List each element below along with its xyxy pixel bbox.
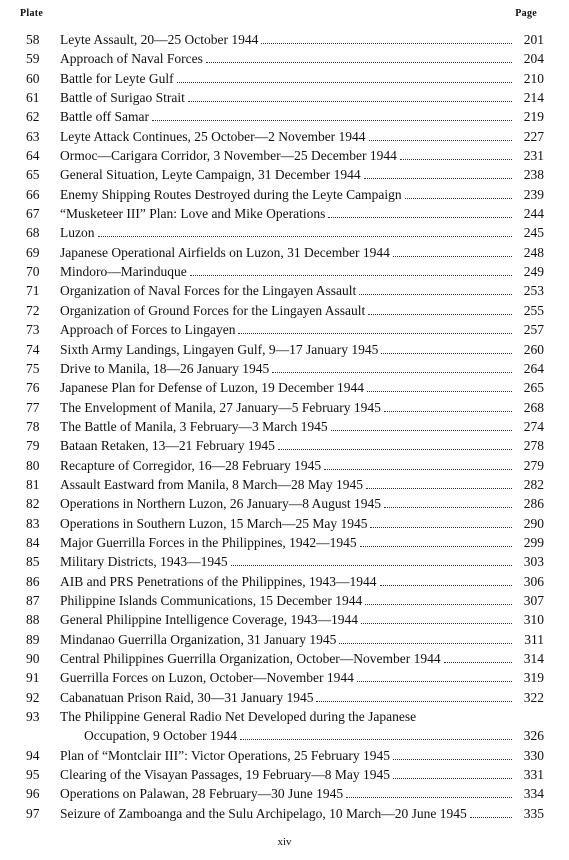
- toc-entry: [26, 49, 544, 68]
- entry-title: Philippine Islands Communications, 15 December 1944: [60, 592, 363, 608]
- dot-leader: [393, 256, 512, 257]
- dot-leader: [384, 507, 512, 508]
- dot-leader: [240, 739, 512, 740]
- dot-leader: [393, 759, 512, 760]
- page-number: 268: [523, 399, 544, 415]
- page-number: 257: [523, 322, 544, 338]
- toc-entry: [26, 107, 544, 126]
- plate-number: 77: [26, 399, 40, 415]
- entry-title: Operations in Northern Luzon, 26 January—8 August 1945: [60, 496, 381, 512]
- page-number-footer: xiv: [277, 836, 292, 848]
- toc-entry: [26, 649, 544, 668]
- dot-leader: [369, 140, 512, 141]
- dot-leader: [470, 817, 512, 818]
- toc-entry: [26, 359, 544, 378]
- page-number: 319: [523, 670, 544, 686]
- page-number: 265: [523, 380, 544, 396]
- page-number: 214: [523, 90, 544, 106]
- entry-title: “Musketeer III” Plan: Love and Mike Operations: [60, 206, 326, 222]
- toc-entry: [26, 591, 544, 610]
- toc-entry: [26, 204, 544, 223]
- plate-number: 86: [26, 573, 40, 589]
- page-number: 299: [523, 534, 544, 550]
- page-number: 204: [523, 51, 544, 67]
- page-number: 248: [523, 244, 544, 260]
- entry-title: Drive to Manila, 18—26 January 1945: [60, 360, 270, 376]
- entry-title: Battle for Leyte Gulf: [60, 70, 174, 86]
- dot-leader: [98, 236, 513, 237]
- entry-title: Sixth Army Landings, Lingayen Gulf, 9—17 January 1945: [60, 341, 379, 357]
- dot-leader: [360, 546, 512, 547]
- toc-entry: [26, 784, 544, 803]
- page-number: 219: [523, 109, 544, 125]
- plate-number: 70: [26, 264, 40, 280]
- toc-entry: [26, 552, 544, 571]
- entry-title: The Philippine General Radio Net Developed during the Japanese: [60, 709, 417, 725]
- toc-entry: [26, 320, 544, 339]
- entry-title: Mindanao Guerrilla Organization, 31 January 1945: [60, 631, 337, 647]
- entry-title: Mindoro—Marinduque: [60, 264, 187, 280]
- entry-title: Ormoc—Carigara Corridor, 3 November—25 December 1944: [60, 148, 397, 164]
- plate-number: 80: [26, 457, 40, 473]
- entry-title: Organization of Ground Forces for the Lingayen Assault: [60, 302, 366, 318]
- plate-number: 68: [26, 225, 40, 241]
- dot-leader: [190, 275, 512, 276]
- page-number: 335: [523, 805, 544, 821]
- entry-title: Enemy Shipping Routes Destroyed during the Leyte Campaign: [60, 186, 402, 202]
- toc-entry: [26, 398, 544, 417]
- dot-leader: [357, 681, 512, 682]
- page-number: 282: [523, 476, 544, 492]
- page-number: 326: [523, 728, 544, 744]
- toc-entry: [26, 765, 544, 784]
- plate-number: 60: [26, 70, 40, 86]
- dot-leader: [316, 701, 512, 702]
- plate-number: 96: [26, 786, 40, 802]
- page-number: 290: [523, 515, 544, 531]
- toc-entry: [26, 88, 544, 107]
- dot-leader: [405, 198, 512, 199]
- page-number: 255: [523, 302, 544, 318]
- entry-title: Recapture of Corregidor, 16—28 February 1945: [60, 457, 322, 473]
- page-number: 274: [523, 418, 544, 434]
- page-number: 331: [523, 767, 544, 783]
- page-number: 330: [523, 747, 544, 763]
- plate-number: 85: [26, 554, 40, 570]
- entry-title: Japanese Operational Airfields on Luzon, 31 December 1944: [60, 244, 390, 260]
- entry-title: Guerrilla Forces on Luzon, October—November 1944: [60, 670, 354, 686]
- page-number: 227: [523, 128, 544, 144]
- entry-title: Approach of Forces to Lingayen: [60, 322, 236, 338]
- page-number: 260: [523, 341, 544, 357]
- page-number: 201: [523, 32, 544, 47]
- toc-entry: [26, 746, 544, 765]
- dot-leader: [152, 120, 512, 121]
- toc-entry: [26, 610, 544, 629]
- dot-leader: [368, 314, 512, 315]
- page-number: 314: [523, 651, 544, 666]
- toc-entry: [26, 572, 544, 591]
- page-number: 306: [523, 573, 544, 589]
- entry-title: Operations in Southern Luzon, 15 March—25 May 1945: [60, 515, 368, 531]
- dot-leader: [400, 159, 512, 160]
- dot-leader: [328, 217, 512, 218]
- page-number: 279: [523, 457, 544, 473]
- entry-title: Operations on Palawan, 28 February—30 June 1945: [60, 786, 344, 802]
- plate-number: 95: [26, 767, 40, 783]
- page-number: 239: [523, 186, 544, 202]
- page-column-header: Page: [515, 8, 537, 19]
- dot-leader: [365, 604, 512, 605]
- page-number: 322: [523, 689, 544, 705]
- toc-entry: [26, 127, 544, 146]
- plate-number: 75: [26, 360, 40, 376]
- plate-number: 79: [26, 438, 40, 454]
- plate-number: 82: [26, 496, 40, 512]
- plate-number: 93: [26, 709, 40, 725]
- toc-entry: [26, 378, 544, 397]
- page-number: 249: [523, 264, 544, 280]
- toc-entry: [26, 281, 544, 300]
- dot-leader: [359, 294, 512, 295]
- dot-leader: [393, 778, 512, 779]
- plate-number: 88: [26, 612, 40, 628]
- page-number: 311: [524, 631, 544, 647]
- toc-entry: [26, 688, 544, 707]
- toc-entry: [26, 494, 544, 513]
- toc-entry: [26, 223, 544, 242]
- page-number: 310: [523, 612, 544, 628]
- entry-title: Organization of Naval Forces for the Lingayen Assault: [60, 283, 357, 299]
- toc-entry: [26, 301, 544, 320]
- entry-title: General Situation, Leyte Campaign, 31 December 1944: [60, 167, 361, 183]
- dot-leader: [238, 333, 512, 334]
- plate-number: 71: [26, 283, 40, 299]
- entry-title: Assault Eastward from Manila, 8 March—28 May 1945: [60, 476, 363, 492]
- page-number: 303: [523, 554, 544, 570]
- entry-title: Luzon: [60, 225, 95, 241]
- toc-entry: [26, 804, 544, 823]
- plate-number: 72: [26, 302, 40, 318]
- plate-number: 78: [26, 418, 40, 434]
- entry-title: Seizure of Zamboanga and the Sulu Archipelago, 10 March—20 June 1945: [60, 805, 467, 821]
- plate-number: 76: [26, 380, 40, 396]
- toc-entry: [26, 69, 544, 88]
- plate-number: 87: [26, 592, 40, 608]
- dot-leader: [444, 662, 512, 663]
- entry-title: Plan of “Montclair III”: Victor Operations, 25 February 1945: [60, 747, 390, 763]
- toc-entry: [26, 262, 544, 281]
- entry-title: Major Guerrilla Forces in the Philippines, 1942—1945: [60, 534, 357, 550]
- plate-number: 89: [26, 631, 40, 647]
- page-number: 307: [523, 592, 544, 608]
- toc-entry: [26, 707, 544, 746]
- plate-number: 65: [26, 167, 40, 183]
- toc-entry: [26, 630, 544, 649]
- toc-entry: [26, 185, 544, 204]
- dot-leader: [380, 585, 513, 586]
- entry-title: Military Districts, 1943—1945: [60, 554, 228, 570]
- plate-number: 73: [26, 322, 40, 338]
- toc-entry: [26, 146, 544, 165]
- plate-number: 64: [26, 148, 40, 164]
- plate-number: 63: [26, 128, 40, 144]
- plate-number: 61: [26, 90, 40, 106]
- dot-leader: [384, 411, 512, 412]
- toc-entry: [26, 475, 544, 494]
- plate-number: 81: [26, 476, 40, 492]
- plate-number: 69: [26, 244, 40, 260]
- page-number: 245: [523, 225, 544, 241]
- toc-entry: [26, 514, 544, 533]
- dot-leader: [324, 469, 512, 470]
- plate-number: 67: [26, 206, 40, 222]
- plate-number: 58: [26, 32, 40, 47]
- dot-leader: [361, 623, 512, 624]
- entry-title: Leyte Attack Continues, 25 October—2 November 1944: [60, 128, 366, 144]
- toc-entry: [26, 340, 544, 359]
- entry-title: The Battle of Manila, 3 February—3 March 1945: [60, 418, 328, 434]
- dot-leader: [346, 797, 512, 798]
- plate-number: 97: [26, 805, 40, 821]
- page-number: 210: [523, 70, 544, 86]
- plate-number: 90: [26, 651, 40, 666]
- page-number: 244: [523, 206, 544, 222]
- plate-number: 92: [26, 689, 40, 705]
- dot-leader: [231, 565, 512, 566]
- plate-number: 74: [26, 341, 40, 357]
- entry-title: AIB and PRS Penetrations of the Philippines, 1943—1944: [60, 573, 377, 589]
- page-number: 334: [523, 786, 544, 802]
- page-number: 231: [523, 148, 544, 164]
- toc-entry: [26, 668, 544, 687]
- plate-number: 91: [26, 670, 40, 686]
- toc-entry: [26, 30, 544, 49]
- dot-leader: [381, 353, 512, 354]
- table-of-contents: [26, 30, 544, 823]
- toc-entry: [26, 456, 544, 475]
- toc-entry: [26, 165, 544, 184]
- page-number: 286: [523, 496, 544, 512]
- entry-title: The Envelopment of Manila, 27 January—5 February 1945: [60, 399, 381, 415]
- dot-leader: [366, 488, 512, 489]
- dot-leader: [206, 62, 512, 63]
- page-number: 264: [523, 360, 544, 376]
- entry-title: Japanese Plan for Defense of Luzon, 19 December 1944: [60, 380, 365, 396]
- dot-leader: [261, 43, 512, 44]
- entry-title: Battle of Surigao Strait: [60, 90, 185, 106]
- dot-leader: [188, 101, 512, 102]
- page-number: 278: [523, 438, 544, 454]
- plate-column-header: Plate: [20, 8, 44, 19]
- dot-leader: [339, 643, 512, 644]
- entry-title: Bataan Retaken, 13—21 February 1945: [60, 438, 275, 454]
- dot-leader: [370, 527, 512, 528]
- dot-leader: [367, 391, 512, 392]
- dot-leader: [177, 82, 512, 83]
- entry-title: Approach of Naval Forces: [60, 51, 203, 67]
- entry-title: Central Philippines Guerrilla Organization, October—November 1944: [60, 651, 441, 666]
- toc-entry: [26, 533, 544, 552]
- page-number: 238: [523, 167, 544, 183]
- entry-title: Cabanatuan Prison Raid, 30—31 January 1945: [60, 689, 314, 705]
- plate-number: 59: [26, 51, 40, 67]
- dot-leader: [278, 449, 512, 450]
- plate-number: 94: [26, 747, 40, 763]
- dot-leader: [364, 178, 512, 179]
- toc-entry: [26, 436, 544, 455]
- dot-leader: [272, 372, 512, 373]
- entry-title: Battle off Samar: [60, 109, 149, 125]
- entry-title: General Philippine Intelligence Coverage, 1943—1944: [60, 612, 359, 628]
- plate-number: 84: [26, 534, 40, 550]
- plate-number: 83: [26, 515, 40, 531]
- dot-leader: [331, 430, 512, 431]
- toc-entry: [26, 243, 544, 262]
- page-number: 253: [523, 283, 544, 299]
- entry-title: Leyte Assault, 20—25 October 1944: [60, 32, 259, 47]
- toc-entry: [26, 417, 544, 436]
- entry-title-continued: Occupation, 9 October 1944: [84, 728, 237, 744]
- entry-title: Clearing of the Visayan Passages, 19 February—8 May 1945: [60, 767, 391, 783]
- plate-number: 62: [26, 109, 40, 125]
- plate-number: 66: [26, 186, 40, 202]
